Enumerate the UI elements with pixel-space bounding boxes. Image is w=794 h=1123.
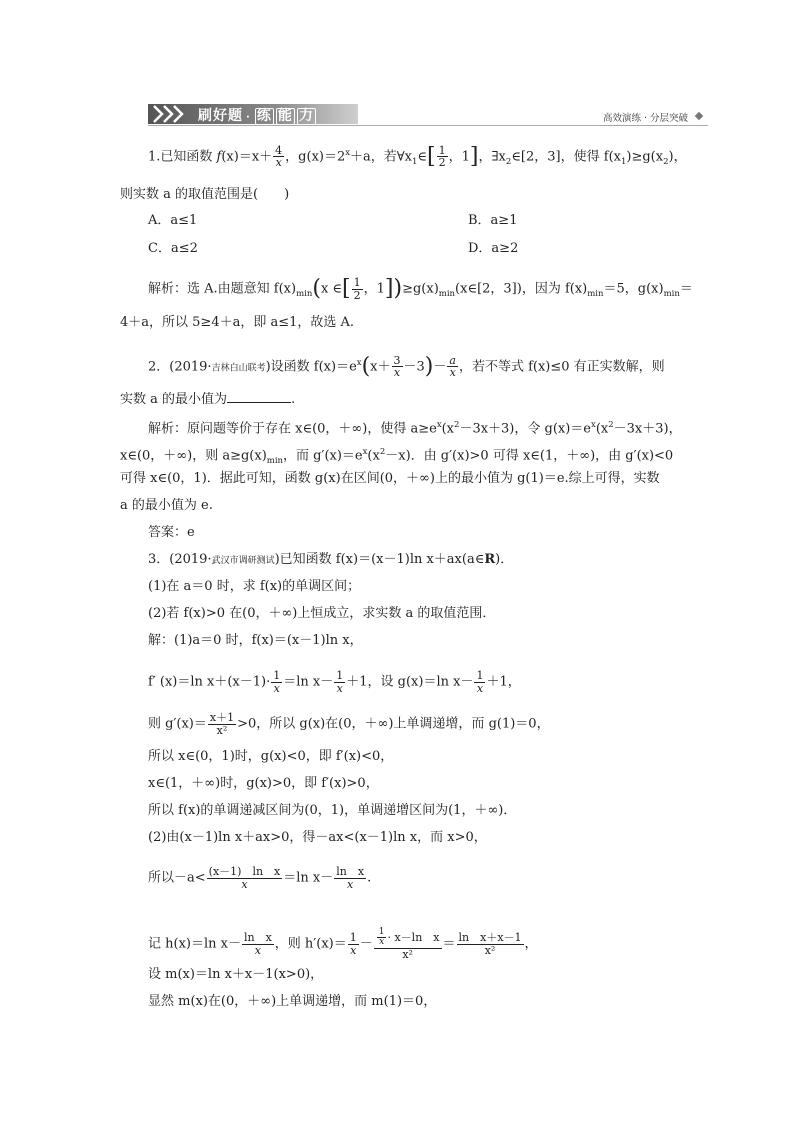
- q3-solution-line9: 记 h(x)＝ln x－ $\frac{\text{ln x}}{x}$ ，则 h′(x)＝ $\frac{1}{x}$ － $\frac{1}{x}$ · x－ln x x² ＝ $\frac{\text{ln x＋x－1}}{\text{x²}}$ ，: [148, 927, 538, 961]
- q2-solution-line3: 可得 x∈(0，1)．据此可知，函数 g(x)在区间(0，＋∞)上的最小值为 g(1)＝e.综上可得，实数: [120, 471, 660, 486]
- section-header: [148, 104, 708, 128]
- q1-option-c: C．a≤2: [148, 241, 198, 256]
- q2-solution-line2: x∈(0，＋∞)，则 $a\ge g(x)_{min}$，而 $g'(x)=e^x(x^2-x)$．由 g′(x)>0 可得 x∈(1，＋∞)，由 g′(x)<0: [120, 447, 674, 466]
- q3-solution-line2: f′ (x)＝ln x＋(x－1)· $\frac{1}{x}$ ＝ln x－ $\frac{1}{x}$ ＋1，设 g(x)＝ln x－ $\frac{1}{x}$ ＋1，: [148, 669, 521, 695]
- q2-line2: 实数 a 的最小值为 .: [120, 392, 296, 407]
- q1-solution-line2: 4＋a，所以 5≥4＋a，即 a≤1，故选 A.: [120, 315, 355, 330]
- header-subtitle: 高效演练 · 分层突破: [602, 113, 688, 124]
- q2-solution-line4: a 的最小值为 e.: [120, 498, 213, 513]
- q3-solution-line3: 则 g′(x)＝ $\frac{x+1}{\text{x²}}$ >0，所以 g(x)在(0，＋∞)上单调递增，而 g(1)＝0，: [148, 711, 550, 737]
- q3-solution-line8: 所以－a< $\frac{\text{(x－1) ln x}}{x}$ ＝ln x－ $\frac{\text{ln x}}{x}$ .: [148, 865, 372, 891]
- q3-part1: (1)在 a＝0 时，求 f(x)的单调区间；: [148, 579, 361, 594]
- q1-option-d: D．a≥2: [468, 241, 519, 256]
- q3-solution-line1: 解：(1)a＝0 时，f(x)＝(x－1)ln x，: [148, 633, 363, 648]
- q3-solution-line6: 所以 f(x)的单调递减区间为(0，1)，单调递增区间为(1，＋∞)．: [148, 803, 517, 818]
- diamond-icon: [695, 112, 703, 120]
- q3-solution-line11: 显然 m(x)在(0，＋∞)上单调递增，而 m(1)＝0，: [148, 994, 437, 1009]
- q1-option-b: B．a≥1: [468, 213, 518, 228]
- chevrons-icon: [150, 104, 194, 124]
- answer-blank: [227, 390, 291, 403]
- q1-line2: 则实数 a 的取值范围是( ): [120, 187, 290, 202]
- q2-line1: 2．(2019·吉林白山联考)设函数 $f(x)=e^x(x+$ $\frac{3}{x}$ －3)－ $\frac{a}{x}$ ，若不等式 f(x)≤0 有正实数解，则: [148, 353, 665, 380]
- q3-solution-line4: 所以 x∈(0，1)时，g(x)<0，即 f′(x)<0，: [148, 749, 394, 764]
- q3-solution-line7: (2)由(x－1)ln x＋ax>0，得－ax<(x－1)ln x，而 x>0，: [148, 830, 487, 845]
- q3-line1: 3．(2019·武汉市调研测试)已知函数 f(x)＝(x－1)ln x＋ax(a∈R)．: [148, 552, 514, 567]
- q2-answer: 答案：e: [148, 525, 195, 540]
- q1-solution-line1: 解析：选 A.由题意知 $f(x)_{min}(x$ ∈[ $\frac{1}{2}$ ，$1])\ge g(x)_{min}(x\in[2$，3])，因为 $f(x)_{min}=5$，$g(x)_{min}=$: [148, 276, 693, 302]
- header-title: 刷好题 · 练 能 力: [198, 108, 314, 124]
- q2-solution-line1: 解析：原问题等价于存在 x∈(0，＋∞)，使得 $a\ge e^x(x^2-3x+3)$，令 $g(x)=e^x(x^2-3x+3)$，: [148, 420, 682, 437]
- q1-line1: 1.已知函数 f(x)＝x＋ $\frac{4}{x}$ ，$g(x)=2^x+a$，若$\forall x_1\in$[ $\frac{1}{2}$ ，1]，$\exists x_2\in[2$，3]，使得 $f(x_1)\ge g(x_2)$，: [148, 143, 687, 170]
- q1-option-a: A．a≤1: [148, 213, 198, 228]
- q3-part2: (2)若 f(x)>0 在(0，＋∞)上恒成立，求实数 a 的取值范围．: [148, 606, 496, 621]
- q3-solution-line5: x∈(1，＋∞)时，g(x)>0，即 f′(x)>0，: [148, 776, 379, 791]
- q3-solution-line10: 设 m(x)＝ln x＋x－1(x>0)，: [148, 967, 324, 982]
- header-rule: [148, 125, 708, 126]
